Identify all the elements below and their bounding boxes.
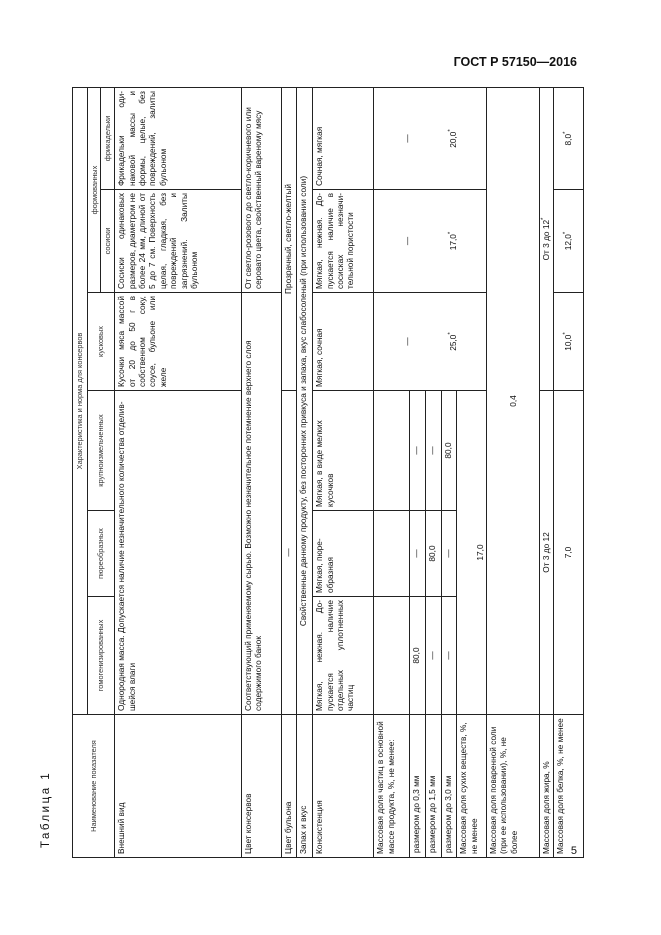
p15-homog: —: [425, 597, 441, 715]
dry-pieces-cell: [374, 293, 487, 391]
particles-puree: [374, 511, 410, 597]
row-broth: [281, 88, 297, 858]
row-name: Цвет консервов: [241, 715, 281, 858]
row-name: Цвет бульона: [281, 715, 297, 858]
row-name: Запах и вкус: [297, 715, 313, 858]
header-row-1: [73, 88, 88, 858]
header-sausages: сосиски: [101, 190, 115, 293]
particles-homog: [374, 597, 410, 715]
dry-pieces-value: 25,0*: [448, 332, 459, 351]
fat-right: От 3 до 12*: [539, 88, 554, 391]
appearance-pieces: Кусочки мяса массой от 20 до 50 г в собственном соку, соусе, бульоне или желе: [115, 293, 241, 391]
consistency-homog: Мягкая, нежная. Допускается наличие отдельных уплотненных частиц: [313, 597, 374, 715]
row-name: Массовая доля жира, %: [539, 715, 554, 858]
table-container: [72, 88, 584, 858]
spec-table: [72, 87, 584, 858]
appearance-homog: Однородная масса. Допускается наличие незначительного количества отделившейся влаги: [115, 391, 241, 715]
taste-value: Свойственные данному продукту, без посторонних привкуса и запаха, вкус слабосоленый (при использовании соли): [297, 88, 313, 715]
p03-puree: —: [410, 511, 426, 597]
row-name: Массовая доля поваренной соли (при ее использовании), %, не более: [486, 715, 539, 858]
consistency-coarse: Мягкая, в виде мелких кусочков: [313, 391, 374, 511]
row-name: размером до 3,0 мм: [441, 715, 457, 858]
dry-meatballs-value: 20,0*: [448, 129, 459, 148]
consistency-puree: Мягкая, пюреобразная: [313, 511, 374, 597]
header-coarse: крупноизмельченных: [87, 391, 114, 511]
row-name: Внешний вид: [115, 715, 241, 858]
particles-coarse: [374, 391, 410, 511]
dry-meatballs-cell: [374, 88, 487, 190]
color-left: Соответствующий применяемому сырью. Возможно незначительное потемнение верхнего слоя содержимого банок: [241, 293, 281, 715]
row-color: [241, 88, 281, 858]
consistency-meatballs: Сочная, мягкая: [313, 88, 374, 190]
protein-sausages: 12,0*: [554, 190, 584, 293]
protein-pieces: 10,0*: [554, 293, 584, 391]
row-fat: [539, 88, 554, 858]
header-homog: гомогенизированных: [87, 597, 114, 715]
row-name: размером до 1,5 мм: [425, 715, 441, 858]
row-consistency: [313, 88, 374, 858]
table-caption: Таблица 1: [40, 770, 52, 848]
header-meatballs: фрикадельки: [101, 88, 115, 190]
header-group: Характеристика и норма для консервов: [73, 88, 88, 715]
p30-coarse: 80,0: [441, 391, 457, 511]
protein-meatballs: 8,0*: [554, 88, 584, 190]
dry-pieces-dash: —: [401, 337, 412, 346]
row-name: размером до 0,3 мм: [410, 715, 426, 858]
row-particles: [374, 88, 410, 858]
dry-sausages-dash: —: [401, 236, 412, 246]
dry-sausages-cell: [374, 190, 487, 293]
consistency-pieces: Мягкая, сочная: [313, 293, 374, 391]
header-formed: формованных: [87, 88, 101, 293]
row-name: Массовая доля сухих веществ, %, не менее: [457, 715, 487, 858]
p03-homog: 80,0: [410, 597, 426, 715]
consistency-sausages: Мягкая, нежная. Допускается наличие в сосисках незначительной пористости: [313, 190, 374, 293]
p30-homog: —: [441, 597, 457, 715]
row-salt: [486, 88, 539, 858]
row-appearance: [115, 88, 241, 858]
header-col-name: Наименование показателя: [73, 715, 115, 858]
fat-left: От 3 до 12: [539, 391, 554, 715]
p15-coarse: —: [425, 391, 441, 511]
appearance-meatballs: Фрикадельки одинаковой массы и формы, целые, без повреждений, залиты бульоном: [115, 88, 241, 190]
row-name: Массовая доля белка, %, не менее: [554, 715, 584, 858]
row-protein: [554, 88, 584, 858]
color-right: От светло-розового до светло-коричневого или серовато цвета, свойственный вареному мясу: [241, 88, 281, 293]
header-puree: пюреобразных: [87, 511, 114, 597]
row-name: Консистенция: [313, 715, 374, 858]
dry-left: 17,0: [457, 391, 487, 715]
p03-coarse: —: [410, 391, 426, 511]
dry-sausages-value: 17,0*: [448, 231, 459, 251]
header-pieces: кусковых: [87, 293, 114, 391]
page-number: 5: [570, 845, 577, 857]
p30-puree: —: [441, 511, 457, 597]
dry-meatballs-dash: —: [401, 134, 412, 143]
appearance-sausages: Сосиски одинаковых размеров, диаметром не более 24 мм, длиной от 5 до 7 см. Поверхность целая, гладкая, без повреждений и загрязнений. Залиты бульоном: [115, 190, 241, 293]
protein-left: 7,0: [554, 391, 584, 715]
row-taste: [297, 88, 313, 858]
broth-value: Прозрачный, светло-желтый: [281, 88, 297, 391]
standard-header: ГОСТ Р 57150—2016: [453, 55, 577, 69]
row-name: Массовая доля частиц в основной массе продукта, %, не менее:: [374, 715, 410, 858]
salt-value: 0,4: [486, 88, 539, 715]
p15-puree: 80,0: [425, 511, 441, 597]
broth-dash: —: [281, 391, 297, 715]
